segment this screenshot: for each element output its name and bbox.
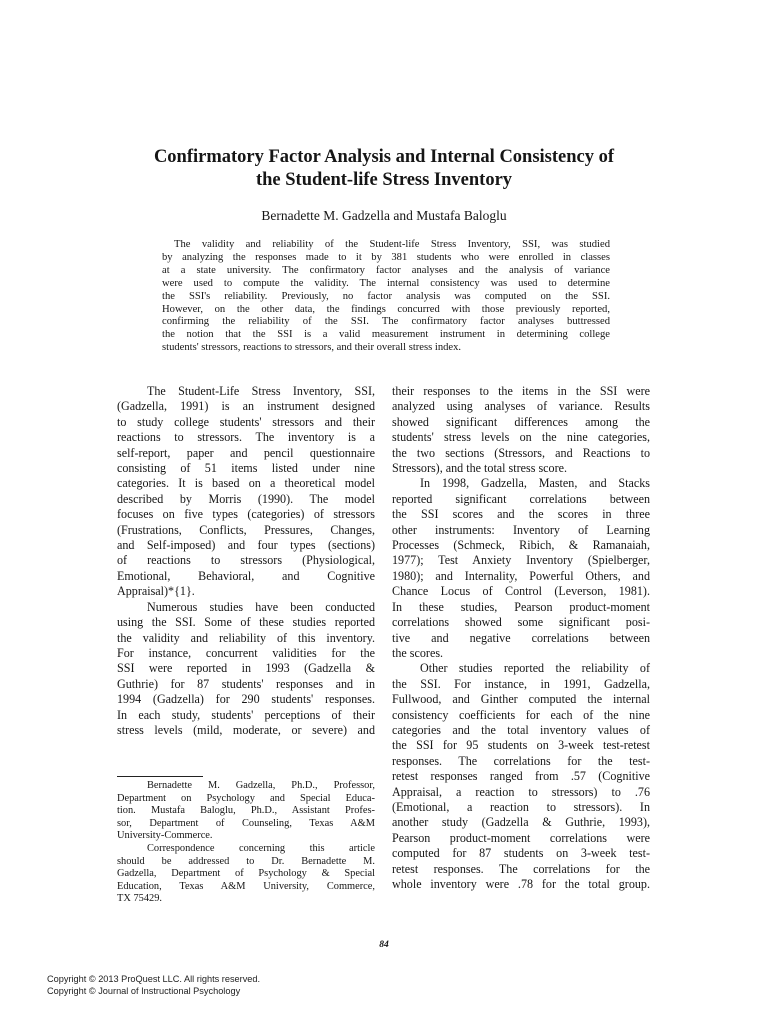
abstract-line: The validity and reliability of the Student-life Stress Inventory, SSI, was studied [174,239,610,250]
footnote-line: Department on Psychology and Special Educa- [117,792,375,804]
body-line: the SSI. For instance, in 1991, Gadzella, [392,676,650,691]
body-line: the SSI for 95 students on 3-week test-retest [392,738,650,753]
footnote-line: should be addressed to Dr. Bernadette M. [117,855,375,867]
body-line: their responses to the items in the SSI were [392,384,650,398]
body-line: retest responses. The correlations for the [392,861,650,876]
body-column-left [117,384,375,738]
abstract [162,239,610,355]
abstract-line: the notion that the SSI is a valid measurement instrument in determining college [162,329,610,341]
body-line: Chance Locus of Control (Leverson, 1981). [392,584,650,599]
body-line: categories. It is based on a theoretical model [117,476,375,491]
body-line: In 1998, Gadzella, Masten, and Stacks [420,476,650,491]
footnote-line: Gadzella, Department of Psychology & Special [117,868,375,880]
footnote-line: University-Commerce. [117,830,213,842]
footnote-line: tion. Mustafa Baloglu, Ph.D., Assistant Profes- [117,805,375,817]
body-line: 1977); Test Anxiety Inventory (Spielberger, [392,553,650,568]
body-line: Stressors), and the total stress score. [392,461,567,476]
abstract-line: students' stressors, reactions to stressors, and their overall stress index. [162,342,462,354]
body-line: and Self-imposed) and four types (sections) [117,538,375,553]
body-line: Pearson product-moment correlations were [392,830,650,845]
body-line: focuses on five types (categories) of stressors [117,507,375,522]
body-line: using the SSI. Some of these studies reported [117,615,375,630]
abstract-line: However, on the other data, the findings concurred with those previously reported, [162,303,610,315]
body-line: consisting of 51 items listed under nine [117,461,375,476]
title-line: Confirmatory Factor Analysis and Internal Consistency of [153,147,615,167]
body-line: other instruments: Inventory of Learning [392,522,650,537]
abstract-line: were used to compute the validity. The internal consistency was used to determine [162,277,610,289]
body-line: described by Morris (1990). The model [117,491,375,506]
body-line: showed significant differences among the [392,414,650,429]
footnote-line: Correspondence concerning this article [147,842,375,854]
body-line: (Emotional, a reaction to stressors). In [392,799,650,814]
body-line: analyzed using analyses of variance. Results [392,399,650,414]
body-line: self-report, paper and pencil questionnaire [117,445,375,460]
body-line: Guthrie) for 87 students' responses and in [117,676,375,691]
body-line: Appraisal)*{1}. [117,584,195,599]
body-line: Other studies reported the reliability of [420,661,650,676]
body-line: SSI were reported in 1993 (Gadzella & [117,661,375,676]
author-footnote [117,780,375,906]
body-line: retest responses ranged from .57 (Cognitive [392,769,650,784]
body-line: For instance, concurrent validities for the [117,645,375,660]
title-line: the Student-life Stress Inventory [255,170,513,190]
body-line: (Gadzella, 1991) is an instrument designed [117,399,375,414]
body-line: consistency coefficients for each of the nine [392,707,650,722]
body-line: responses. The correlations for the test- [392,753,650,768]
copyright-line: Copyright © Journal of Instructional Psychology [47,985,241,996]
body-line: whole inventory were .78 for the total group. [392,877,650,891]
body-line: another study (Gadzella & Guthrie, 1993), [392,815,650,830]
article-title [100,146,668,192]
footnote-line: sor, Department of Counseling, Texas A&M [117,817,375,829]
body-line: the two sections (Stressors, and Reactions to [392,445,650,460]
author-byline: Bernadette M. Gadzella and Mustafa Baloglu [261,208,507,223]
body-line: (Frustrations, Conflicts, Pressures, Changes, [117,522,375,537]
body-line: reactions to stressors. The inventory is a [117,430,375,445]
body-line: tive and negative correlations between [392,630,650,645]
body-line: In each study, students' perceptions of their [117,707,375,722]
copyright-notice [47,974,447,997]
body-column-right [392,384,650,892]
body-line: 1980); and Internality, Powerful Others, and [392,568,650,583]
body-line: the validity and reliability of this inventory. [117,630,375,645]
body-line: reported significant correlations between [392,491,650,506]
footnote-line: Bernadette M. Gadzella, Ph.D., Professor, [147,780,375,791]
body-line: students' stress levels on the nine categories, [392,430,650,445]
body-line: of reactions to stressors (Physiological, [117,553,375,568]
body-line: Appraisal, a reaction to stressors) to .76 [392,784,650,799]
abstract-line: confirming the reliability of the SSI. The confirmatory factor analyses buttressed [162,316,610,328]
body-line: stress levels (mild, moderate, or severe) and [117,722,375,737]
body-line: the scores. [392,645,444,660]
page-number: 84 [379,940,389,950]
abstract-line: by analyzing the responses made to it by 381 students who were enrolled in classes [162,251,610,263]
body-line: to study college students' stressors and their [117,414,375,429]
body-line: Fullwood, and Ginther computed the internal [392,692,650,707]
footnote-line: Education, Texas A&M University, Commerce, [117,880,375,892]
body-line: Emotional, Behavioral, and Cognitive [117,568,375,583]
body-line: computed for 87 students on 3-week test- [392,846,650,861]
abstract-line: the SSI's reliability. Previously, no factor analysis was computed on the SSI. [162,290,610,302]
body-line: Processes (Schmeck, Ribich, & Ramanaiah, [392,538,650,553]
copyright-line: Copyright © 2013 ProQuest LLC. All rights reserved. [47,974,261,984]
body-line: In these studies, Pearson product-moment [392,599,650,614]
footnote-divider [117,776,203,777]
body-line: correlations showed some significant posi- [392,615,650,630]
abstract-line: at a state university. The confirmatory factor analyses and the analysis of variance [162,264,610,276]
body-line: the SSI scores and the scores in three [392,507,650,522]
body-line: Numerous studies have been conducted [147,599,375,614]
body-line: 1994 (Gadzella) for 290 students' responses. [117,692,375,707]
body-line: categories and the total inventory values of [392,722,650,737]
body-line: The Student-Life Stress Inventory, SSI, [147,384,375,398]
footnote-line: TX 75429. [117,893,163,905]
